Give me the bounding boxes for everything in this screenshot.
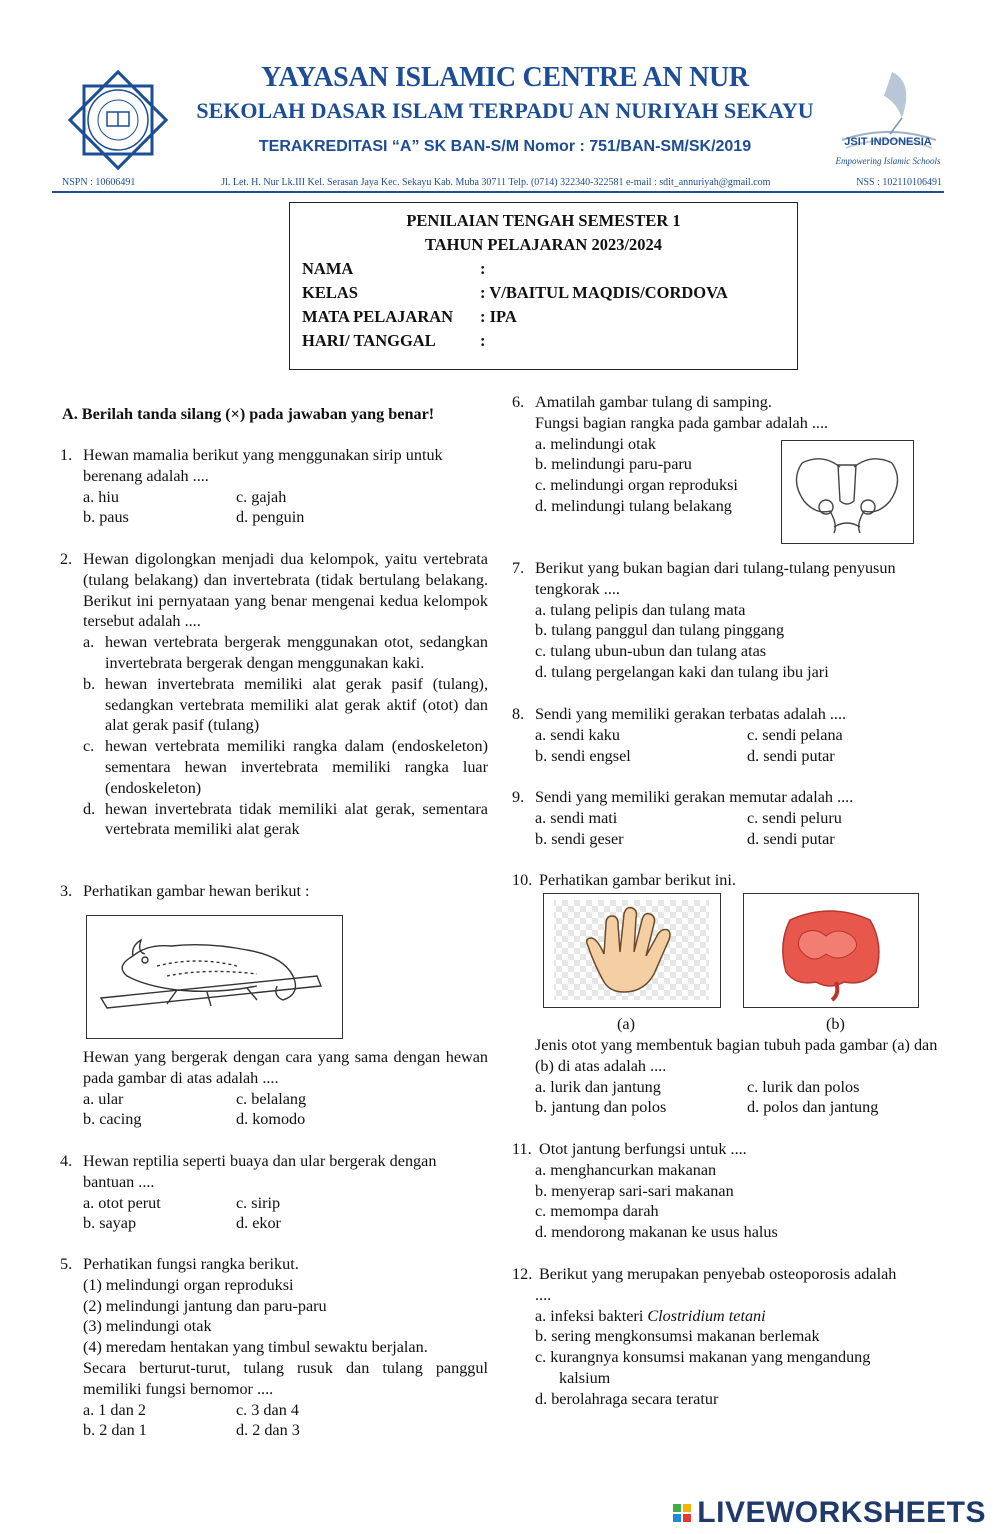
question-8: 8. Sendi yang memiliki gerakan terbatas adalah .... a. sendi kaku c. sendi pelana b. sendi engsel d. sendi putar bbox=[512, 705, 847, 765]
school-name: SEKOLAH DASAR ISLAM TERPADU AN NURIYAH SEKAYU bbox=[196, 98, 814, 123]
hand-image bbox=[543, 893, 721, 1008]
accreditation: TERAKREDITASI “A” SK BAN-S/M Nomor : 751/BAN-SM/SK/2019 bbox=[258, 138, 752, 155]
liveworksheets-icon bbox=[673, 1504, 691, 1522]
q5-item-2: (2) melindungi jantung dan paru-paru bbox=[83, 1296, 327, 1315]
q5-question: Secara berturut-turut, tulang rusuk dan tulang panggul memiliki fungsi bernomor .... bbox=[83, 1358, 488, 1398]
q10-caption-a: (a) bbox=[617, 1015, 635, 1033]
q5-item-1: (1) melindungi organ reproduksi bbox=[83, 1275, 294, 1294]
nspn: NSPN : 10606491 bbox=[62, 177, 136, 188]
q1-option-b[interactable]: b. paus bbox=[83, 508, 129, 527]
q7-option-c[interactable]: c. tulang ubun-ubun dan tulang atas bbox=[535, 642, 767, 661]
exam-title: PENILAIAN TENGAH SEMESTER 1 bbox=[406, 211, 681, 230]
liveworksheets-logo[interactable]: LIVEWORKSHEETS bbox=[673, 1496, 986, 1530]
q11-option-a[interactable]: a. menghancurkan makanan bbox=[535, 1160, 717, 1179]
q1-option-a[interactable]: a. hiu bbox=[83, 487, 119, 506]
section-a-instruction: A. Berilah tanda silang (×) pada jawaban yang benar! bbox=[62, 405, 435, 423]
q3-option-b[interactable]: b. cacing bbox=[83, 1110, 142, 1129]
q8-option-b[interactable]: b. sendi engsel bbox=[535, 746, 631, 765]
q6-option-d[interactable]: d. melindungi tulang belakang bbox=[535, 496, 732, 515]
question-3: 3. Perhatikan gambar hewan berikut : bbox=[60, 882, 310, 900]
intestine-image bbox=[743, 893, 919, 1008]
q4-option-c[interactable]: c. sirip bbox=[236, 1193, 281, 1212]
exam-year: TAHUN PELAJARAN 2023/2024 bbox=[424, 235, 663, 254]
q11-option-c[interactable]: c. memompa darah bbox=[535, 1202, 659, 1221]
header-divider bbox=[52, 191, 944, 193]
q12-option-c[interactable]: c. kurangnya konsumsi makanan yang mengandung bbox=[535, 1348, 871, 1367]
q9-option-b[interactable]: b. sendi geser bbox=[535, 829, 624, 848]
question-6: 6. Amatilah gambar tulang di samping. Fungsi bagian rangka pada gambar adalah .... a. melindungi otak b. melindungi paru-paru c. melindungi organ reproduksi d. melindungi tulang belakang bbox=[512, 392, 942, 517]
question-11: 11. Otot jantung berfungsi untuk .... a. menghancurkan makanan b. menyerap sari-sari makanan c. memompa darah d. mendorong makanan ke usus halus bbox=[512, 1139, 942, 1243]
question-2: 2. Hewan digolongkan menjadi dua kelompok, yaitu vertebrata (tulang belakang) dan invertebrata (tidak bertulang belakang. Berikut ini pernyataan yang benar mengenai kedua kelompok tersebut adalah .... a. hewan vertebrata bergerak menggunakan otot, sedangkan invertebrata bergerak dengan menggunakan kaki. b. hewan invertebrata memiliki alat gerak pasif (tulang), sedangkan vertebrata memiliki alat gerak aktif (otot) dan alat gerak pasif (tulang) c. hewan vertebrata memiliki rangka dalam (endoskeleton) sementara hewan invertebrata memiliki rangka luar (endoskeleton) d. hewan invertebrata tidak memiliki alat gerak, sementara vertebrata memiliki alat gerak bbox=[60, 550, 488, 839]
q5-option-d[interactable]: d. 2 dan 3 bbox=[236, 1421, 300, 1440]
q7-option-b[interactable]: b. tulang panggul dan tulang pinggang bbox=[535, 621, 785, 640]
question-10-body: Jenis otot yang membentuk bagian tubuh pada gambar (a) dan (b) di atas adalah .... a. lurik dan jantung c. lurik dan polos b. jantung dan polos d. polos dan jantung bbox=[535, 1036, 938, 1117]
question-3-body: Hewan yang bergerak dengan cara yang sama dengan hewan pada gambar di atas adalah .... a. ular c. belalang b. cacing d. komodo bbox=[83, 1048, 488, 1129]
q8-option-c[interactable]: c. sendi pelana bbox=[747, 725, 843, 744]
question-5: 5. Perhatikan fungsi rangka berikut. (1) melindungi organ reproduksi (2) melindungi jantung dan paru-paru (3) melindungi otak (4) meredam hentakan yang timbul sewaktu berjalan. Secara berturut-turut, tulang rusuk dan tulang panggul memiliki fungsi bernomor .... a. 1 dan 2 c. 3 dan 4 b. 2 dan 1 d. 2 dan 3 bbox=[60, 1255, 488, 1440]
q11-option-b[interactable]: b. menyerap sari-sari makanan bbox=[535, 1181, 734, 1200]
q12-option-b[interactable]: b. sering mengkonsumsi makanan berlemak bbox=[535, 1327, 820, 1346]
jsit-tagline: Empowering Islamic Schools bbox=[835, 156, 941, 166]
field-nama: NAMA : bbox=[302, 259, 486, 278]
q5-item-4: (4) meredam hentakan yang timbul sewaktu berjalan. bbox=[83, 1338, 428, 1357]
q2-option-d[interactable]: d. hewan invertebrata tidak memiliki alat gerak, sementara vertebrata memiliki alat gerak bbox=[83, 799, 488, 839]
q12-option-d[interactable]: d. berolahraga secara teratur bbox=[535, 1389, 719, 1408]
address: Jl. Let. H. Nur Lk.III Kel. Serasan Jaya Kec. Sekayu Kab. Muba 30711 Telp. (0714) 322340-322581 e-mail : sdit_annuriyah@gmail.com bbox=[221, 177, 771, 188]
q4-option-b[interactable]: b. sayap bbox=[83, 1214, 137, 1233]
q2-option-c[interactable]: c. hewan vertebrata memiliki rangka dalam (endoskeleton) sementara hewan invertebrata memiliki rangka luar (endoskeleton) bbox=[83, 737, 488, 797]
pelvis-image bbox=[781, 440, 914, 544]
question-1: 1. Hewan mamalia berikut yang menggunakan sirip untuk berenang adalah .... a. hiu c. gajah b. paus d. penguin bbox=[60, 446, 443, 527]
q7-option-d[interactable]: d. tulang pergelangan kaki dan tulang ibu jari bbox=[535, 662, 829, 681]
question-12: 12. Berikut yang merupakan penyebab osteoporosis adalah .... a. infeksi bakteri Clostridium tetani b. sering mengkonsumsi makanan berlemak c. kurangnya konsumsi makanan yang mengandung kalsium d. berolahraga secara teratur bbox=[512, 1264, 952, 1410]
foundation-name: YAYASAN ISLAMIC CENTRE AN NUR bbox=[261, 62, 749, 93]
q2-option-b[interactable]: b. hewan invertebrata memiliki alat gerak pasif (tulang), sedangkan vertebrata memiliki alat gerak aktif (otot) dan alat gerak pasif (tulang) bbox=[83, 674, 488, 735]
field-kelas: KELAS : V/BAITUL MAQDIS/CORDOVA bbox=[302, 283, 728, 302]
q1-option-c[interactable]: c. gajah bbox=[236, 487, 287, 506]
address-line bbox=[62, 177, 942, 188]
q5-option-a[interactable]: a. 1 dan 2 bbox=[83, 1400, 146, 1419]
q9-option-c[interactable]: c. sendi peluru bbox=[747, 808, 842, 827]
q1-option-d[interactable]: d. penguin bbox=[236, 508, 305, 527]
student-info-box bbox=[289, 202, 798, 370]
field-mapel: MATA PELAJARAN : IPA bbox=[302, 307, 517, 326]
question-9: 9. Sendi yang memiliki gerakan memutar adalah .... a. sendi mati c. sendi peluru b. sendi geser d. sendi putar bbox=[512, 788, 854, 848]
q8-option-d[interactable]: d. sendi putar bbox=[747, 746, 835, 765]
nss: NSS : 102110106491 bbox=[856, 177, 942, 188]
question-10: 10. Perhatikan gambar berikut ini. bbox=[512, 871, 736, 889]
q4-option-d[interactable]: d. ekor bbox=[236, 1214, 281, 1233]
q12-option-c-cont: kalsium bbox=[559, 1368, 611, 1387]
q3-option-c[interactable]: c. belalang bbox=[236, 1089, 307, 1108]
q7-option-a[interactable]: a. tulang pelipis dan tulang mata bbox=[535, 600, 746, 619]
q10-option-a[interactable]: a. lurik dan jantung bbox=[535, 1077, 661, 1096]
q6-option-a[interactable]: a. melindungi otak bbox=[535, 434, 656, 453]
q5-option-c[interactable]: c. 3 dan 4 bbox=[236, 1400, 299, 1419]
jsit-logo bbox=[832, 62, 944, 174]
q3-option-a[interactable]: a. ular bbox=[83, 1089, 124, 1108]
q3-option-d[interactable]: d. komodo bbox=[236, 1110, 306, 1129]
q10-option-d[interactable]: d. polos dan jantung bbox=[747, 1098, 879, 1117]
q12-option-a[interactable]: a. infeksi bakteri Clostridium tetani bbox=[535, 1306, 766, 1325]
q10-option-b[interactable]: b. jantung dan polos bbox=[535, 1098, 667, 1117]
q4-option-a[interactable]: a. otot perut bbox=[83, 1193, 161, 1212]
question-4: 4. Hewan reptilia seperti buaya dan ular bergerak dengan bantuan .... a. otot perut c. sirip b. sayap d. ekor bbox=[60, 1152, 437, 1233]
chameleon-image bbox=[86, 915, 343, 1039]
q10-option-c[interactable]: c. lurik dan polos bbox=[747, 1077, 860, 1096]
jsit-title: JSIT INDONESIA bbox=[844, 136, 932, 148]
q11-option-d[interactable]: d. mendorong makanan ke usus halus bbox=[535, 1223, 778, 1242]
q8-option-a[interactable]: a. sendi kaku bbox=[535, 725, 620, 744]
field-tanggal: HARI/ TANGGAL : bbox=[302, 331, 486, 350]
q2-option-a[interactable]: a. hewan vertebrata bergerak menggunakan otot, sedangkan invertebrata bergerak dengan menggunakan kaki. bbox=[83, 633, 488, 672]
q6-option-c[interactable]: c. melindungi organ reproduksi bbox=[535, 476, 738, 495]
q9-option-d[interactable]: d. sendi putar bbox=[747, 829, 835, 848]
q10-caption-b: (b) bbox=[826, 1015, 845, 1033]
q9-option-a[interactable]: a. sendi mati bbox=[535, 808, 618, 827]
q5-item-3: (3) melindungi otak bbox=[83, 1317, 212, 1336]
q5-option-b[interactable]: b. 2 dan 1 bbox=[83, 1421, 147, 1440]
question-7: 7. Berikut yang bukan bagian dari tulang-tulang penyusun tengkorak .... a. tulang pelipis dan tulang mata b. tulang panggul dan tulang pinggang c. tulang ubun-ubun dan tulang atas d. tulang pergelangan kaki dan tulang ibu jari bbox=[512, 558, 942, 683]
q6-option-b[interactable]: b. melindungi paru-paru bbox=[535, 455, 692, 474]
